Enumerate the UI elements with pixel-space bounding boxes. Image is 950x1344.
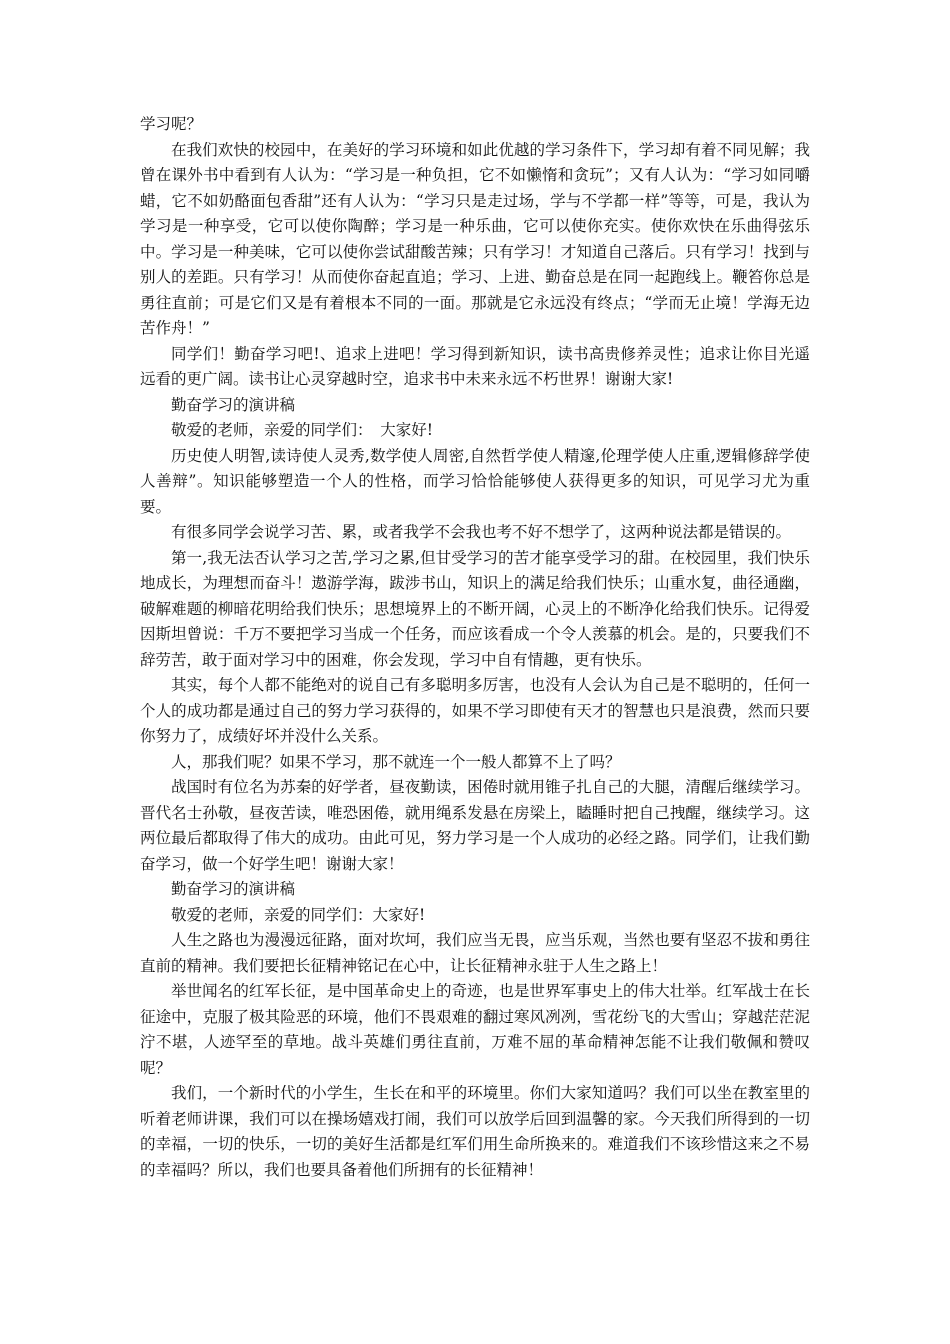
paragraph: 战国时有位名为苏秦的好学者，昼夜勤读，困倦时就用锥子扎自己的大腿，清醒后继续学习。晋代名士孙敬，昼夜苦读，唯恐困倦，就用绳系发悬在房梁上，瞌睡时把自己拽醒，继续学习。这两位最后都取得了伟大的成功。由此可见，努力学习是一个人成功的必经之路。同学们，让我们勤奋学习，做一个好学生吧！谢谢大家！	[140, 778, 810, 873]
paragraph: 人，那我们呢？如果不学习，那不就连一个一般人都算不上了吗？	[171, 752, 621, 771]
section-title: 勤奋学习的演讲稿	[171, 880, 296, 898]
paragraph: 举世闻名的红军长征，是中国革命史上的奇迹，也是世界军事史上的伟大壮举。红军战士在长征途中，克服了极其险恶的环境，他们不畏艰难的翻过寒风冽冽，雪花纷飞的大雪山；穿越茫茫泥泞不堪，人迹罕至的草地。战斗英雄们勇往直前，万难不屈的革命精神怎能不让我们敬佩和赞叹呢？	[140, 982, 810, 1077]
paragraph: 历史使人明智,读诗使人灵秀,数学使人周密,自然哲学使人精邃,伦理学使人庄重,逻辑修辞学使人善辩”。知识能够塑造一个人的性格，而学习恰恰能够使人获得更多的知识，可见学习尤为重要。	[140, 446, 810, 516]
paragraph: 人生之路也为漫漫远征路，面对坎坷，我们应当无畏，应当乐观，当然也要有坚忍不拔和勇往直前的精神。我们要把长征精神铭记在心中，让长征精神永驻于人生之路上！	[140, 931, 810, 975]
paragraph: 其实，每个人都不能绝对的说自己有多聪明多厉害，也没有人会认为自己是不聪明的，任何一个人的成功都是通过自己的努力学习获得的，如果不学习即使有天才的智慧也只是浪费，然而只要你努力了，成绩好坏并没什么关系。	[140, 676, 810, 745]
document-body	[140, 112, 810, 1183]
section-title: 勤奋学习的演讲稿	[171, 395, 296, 414]
paragraph: 有很多同学会说学习苦、累，或者我学不会我也考不好不想学了，这两种说法都是错误的。	[171, 523, 792, 541]
paragraph: 第一,我无法否认学习之苦,学习之累,但甘受学习的苦才能享受学习的甜。在校园里，我们快乐地成长，为理想而奋斗！遨游学海，跋涉书山，知识上的满足给我们快乐；山重水复，曲径通幽，破解难题的柳暗花明给我们快乐；思想境界上的不断开阔，心灵上的不断净化给我们快乐。记得爱因斯坦曾说：千万不要把学习当成一个任务，而应该看成一个令人羡慕的机会。是的，只要我们不辞劳苦，敢于面对学习中的困难，你会发现，学习中自有情趣，更有快乐。	[140, 548, 810, 669]
salutation: 敬爱的老师，亲爱的同学们：大家好!	[171, 905, 426, 924]
paragraph: 我们，一个新时代的小学生，生长在和平的环境里。你们大家知道吗？我们可以坐在教室里的听着老师讲课，我们可以在操场嬉戏打闹，我们可以放学后回到温馨的家。今天我们所得到的一切的幸福，一切的快乐，一切的美好生活都是红军们用生命所换来的。难道我们不该珍惜这来之不易的幸福吗？所以，我们也要具备着他们所拥有的长征精神！	[140, 1084, 810, 1179]
paragraph: 学习呢？	[140, 115, 203, 133]
paragraph: 同学们！勤奋学习吧!、追求上进吧！学习得到新知识，读书高贵修养灵性；追求让你目光遥远看的更广阔。读书让心灵穿越时空，追求书中未来永远不朽世界！谢谢大家!	[140, 344, 810, 388]
paragraph: 在我们欢快的校园中，在美好的学习环境和如此优越的学习条件下，学习却有着不同见解；我曾在课外书中看到有人认为：“学习是一种负担，它不如懒惰和贪玩”；又有人认为：“学习如同嚼蜡，它不如奶酪面包香甜”还有人认为：“学习只是走过场，学与不学都一样”等等，可是，我认为学习是一种享受，它可以使你陶醉；学习是一种乐曲，它可以使你充实。使你欢快在乐曲得弦乐中。学习是一种美味，它可以使你尝试甜酸苦辣；只有学习！才知道自己落后。只有学习！找到与别人的差距。只有学习！从而使你奋起直追；学习、上进、勤奋总是在同一起跑线上。鞭笞你总是勇往直前；可是它们又是有着根本不同的一面。那就是它永远没有终点；“学而无止境！学海无边苦作舟！”	[140, 140, 810, 337]
salutation: 敬爱的老师，亲爱的同学们： 大家好!	[171, 421, 433, 439]
